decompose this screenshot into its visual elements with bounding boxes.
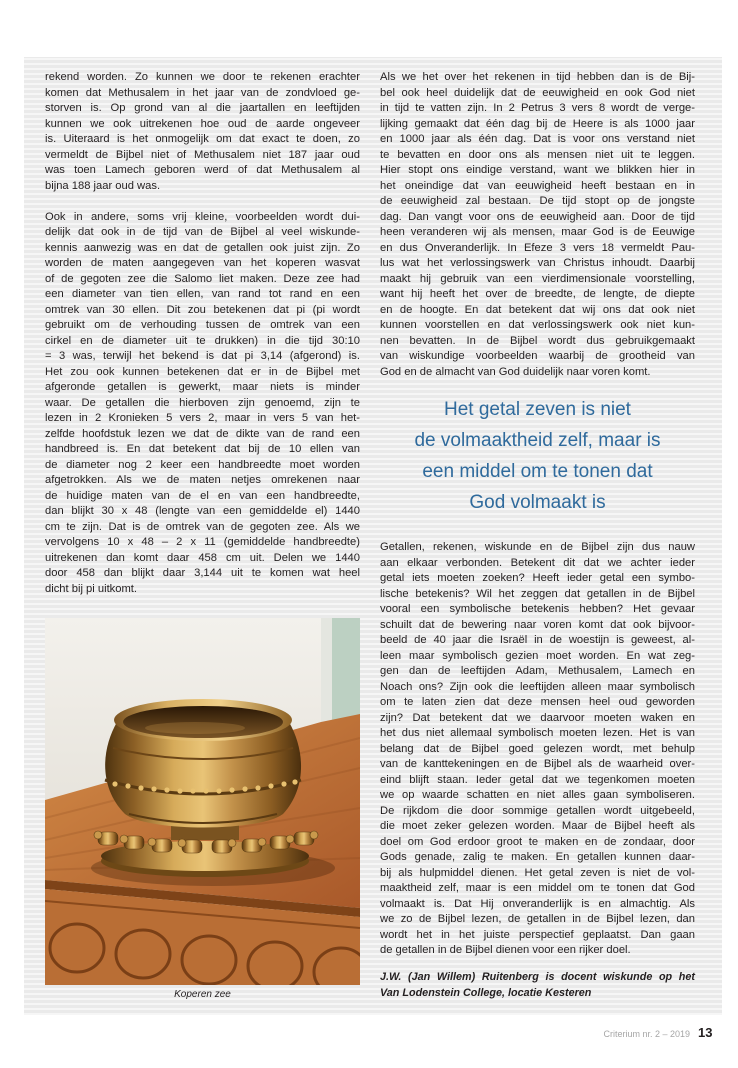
text-line: van de kanttekeningen en de Bijbel als de waarheid over- [380, 758, 695, 770]
text-line: Als we het over het rekenen in tijd hebben dan is de Bij- [380, 71, 695, 83]
text-line: waar. De getallen die hierboven zijn genoemd, zijn te [45, 396, 360, 409]
text-line: de getallen in de Bijbel dienen voor een rijker doel. [380, 944, 631, 956]
text-line: afgetrokken. Als we de maten netjes omrekenen naar [45, 474, 360, 486]
text-line: kunnen we ook uitrekenen hoe oud de aarde ongeveer [45, 117, 360, 130]
text-line: dicht bij pi uitkomt. [45, 582, 138, 595]
footer-publication: Criterium nr. 2 – 2019 [603, 1029, 690, 1039]
text-line: we op waarde schatten en niet alles gaan symboliseren. [380, 789, 695, 801]
text-line: of de gegoten zee die Salomo liet maken. Deze zee had [45, 272, 360, 285]
text-line: wordt het in het juiste perspectief geplaatst. Dan gaan [380, 928, 695, 941]
text-line: maaktheid zelf, maar is een middel om te tonen dat God [380, 882, 695, 894]
text-line: rekend worden. Zo kunnen we door te rekenen erachter [45, 71, 360, 83]
text-line: gebruikt om de verhouding tussen de omtrek van een [45, 319, 360, 331]
text-line: uitrekenen dan komt daar 458 cm uit. Delen we 1440 [45, 551, 360, 564]
text-line: J.W. (Jan Willem) Ruitenberg is docent wiskunde op het [380, 971, 695, 983]
text-line: De rijkdom die door sommige getallen wordt uitgebeeld, [380, 804, 695, 817]
paragraph-koperen-zee [45, 210, 360, 598]
text-line: gen dan de leeftijden Adam, Methusalem, Lamech en [380, 665, 695, 677]
paragraph-methusalem [45, 70, 360, 194]
text-line: het oneindige dat van eeuwigheid heeft bestaan en in [380, 179, 695, 192]
text-line: lische betekenis? Wil het zeggen dat getallen in de Bijbel [380, 587, 695, 600]
text-line: afgeronde getallen is gewerkt, maar niets is minder [45, 381, 360, 393]
text-line: zijn? Dat betekent dat we daarvoor moeten waken en [380, 711, 695, 724]
text-line: storven is. Op grond van al die jaartallen en leeftijden [45, 102, 360, 114]
text-line: Gods genade, zalig te maken. En getallen kunnen daar- [380, 851, 695, 863]
text-line: om te laten zien dat deze mensen heel oud geworden [380, 696, 695, 708]
text-line: leen maar symbolisch gezien moet worden. En wat zeg- [380, 649, 695, 662]
text-line: nen bevatten. In de Bijbel wordt dus gebruikgemaakt [380, 334, 695, 347]
author-note [380, 970, 695, 1001]
text-line: beeld de 40 jaar die Israël in de woestijn is geweest, al- [380, 634, 695, 646]
text-line: te bevatten en door ons als mensen niet uit te leggen. [380, 148, 695, 161]
text-line: bij als hulpmiddel dienen. Het getal zeven is niet de vol- [380, 866, 695, 879]
text-line: in tijd te vatten zijn. In 2 Petrus 3 vers 8 wordt de verge- [380, 102, 695, 114]
text-line: kennis aanwezig was en dat de getallen ook juist zijn. Zo [45, 241, 360, 254]
text-line: delijk dat ook in de tijd van de Bijbel al veel wiskunde- [45, 226, 360, 238]
text-line: Noach ons? Zijn ook die leeftijden alleen maar symbolisch [380, 680, 695, 693]
text-line: maakt hij gebruik van een vierdimensionale voorstelling, [380, 272, 695, 285]
text-line: vervolgens 10 x 48 – 2 x 11 (gemiddelde handbreedte) [45, 536, 360, 548]
text-line: van wiskundige voorbeelden waarbij de grootheid van [380, 350, 695, 362]
text-line: het dus niet allemaal symbolisch moeten lezen. Het is van [380, 727, 695, 739]
text-line: door 458 dan blijkt daar 3,144 uit te komen wat heel [45, 567, 360, 579]
text-line: die moet zeker gelezen worden. Maar de Bijbel heeft als [380, 820, 695, 832]
text-line: we zo de Bijbel lezen, de getallen in de Bijbel lezen, dan [380, 913, 695, 925]
text-line: worden de maten aangegeven van het koperen wasvat [45, 257, 360, 269]
text-line: dan blijkt 30 x 48 (lengte van een gemiddelde el) 1440 [45, 505, 360, 517]
photo-koperen-zee [45, 618, 360, 985]
paragraph-getallen [380, 540, 695, 959]
text-line: = 3 was, terwijl het bekend is dat pi 3,14 (afgerond) is. [45, 350, 360, 362]
text-line: de huidige maten van de el en van een handbreedte, [45, 489, 360, 502]
text-line: God volmaakt is [469, 492, 606, 513]
text-line: en 1000 jaar als één dag. Dat is voor ons verstand niet [380, 133, 695, 145]
text-line: Hier stopt ons eindige verstand, want we blikken hier in [380, 164, 695, 176]
text-line: een middel om te tonen dat [422, 461, 653, 482]
text-line: een diameter van tien ellen, van rand tot rand en een [45, 288, 360, 300]
text-line: belang dat de Bijbel goed gelezen wordt, met behulp [380, 742, 695, 755]
text-line: vermeldt de Bijbel niet of Methusalem niet 187 jaar oud [45, 148, 360, 161]
paragraph-eeuwigheid [380, 70, 695, 380]
text-line: en dus Onveranderlijk. In Efeze 3 vers 18 vermeldt Pau- [380, 241, 695, 254]
page-number: 13 [698, 1025, 713, 1040]
paragraph-gap [45, 194, 360, 210]
left-column [45, 70, 360, 597]
text-line: cirkel en de diameter uit te drukken) in die tijd 30:10 [45, 334, 360, 347]
pull-quote [380, 394, 695, 518]
text-line: bel ook heel duidelijk dat de eeuwigheid en ook God niet [380, 86, 695, 99]
text-line: bijna 188 jaar oud was. [45, 179, 161, 192]
text-line: lezen in 2 Kronieken 5 vers 2, maar in vers 5 van het- [45, 412, 360, 424]
text-line: en de hoogte. En dat betekent dat wij ons dat ook niet [380, 303, 695, 316]
text-line: is. Uiteraard is het onmogelijk om dat exact te doen, zo [45, 133, 360, 145]
text-line: dag. Dan vangt voor ons de eeuwigheid aan. Door de tijd [380, 210, 695, 223]
text-line: want hij heeft het over de breedte, de lengte, de diepte [380, 288, 695, 300]
text-line: lus wat het verlossingswerk van Christus inhoudt. Daarbij [380, 257, 695, 269]
text-line: de diameter nog 2 keer een handbreedte moet worden [45, 458, 360, 471]
text-line: vooral een symbolische betekenis hebben? Het gevaar [380, 603, 695, 615]
text-line: aan elkaar verbonden. Betekent dit dat we achter ieder [380, 556, 695, 569]
text-line: handbreed is. En dat betekent dat bij de 10 ellen van [45, 443, 360, 455]
text-line: kunnen voorstellen en dat verlossingswerk ook niet kun- [380, 319, 695, 331]
text-line: omtrek van 30 ellen. Dit zou betekenen dat pi (pi wordt [45, 303, 360, 316]
text-line: zelfde hoofdstuk lezen we dat de dikte van de rand een [45, 427, 360, 440]
right-column-body [380, 540, 695, 959]
text-line: doel om God erdoor groot te maken en de zondaar, door [380, 835, 695, 848]
text-line: de volmaaktheid zelf, maar is [414, 430, 661, 451]
figure-caption: Koperen zee [174, 989, 231, 1000]
text-line: was toen Lamech geboren werd of dat Methusalem al [45, 164, 360, 176]
text-line: Van Lodenstein College, locatie Kesteren [380, 986, 592, 999]
text-line: cm te zijn. Dat is de omtrek van de gegoten zee. Als we [45, 520, 360, 533]
text-line: getal iets moeten zoeken? Heeft ieder getal een symbo- [380, 572, 695, 584]
text-line: volmaakt is. Dat Hij onveranderlijk is en almachtig. Als [380, 897, 695, 910]
text-line: Het zou ook kunnen betekenen dat er in de Bijbel met [45, 365, 360, 378]
brass-bowl [105, 699, 301, 828]
text-line: God en de almacht van God duidelijk naar voren komt. [380, 365, 651, 378]
text-line: Ook in andere, soms vrij kleine, voorbeelden wordt dui- [45, 210, 360, 223]
text-line: komen dat Methusalem in het jaar van de zondvloed ge- [45, 86, 360, 99]
text-line: lijking gemaakt dat één dag bij de Heere is als 1000 jaar [380, 117, 695, 130]
text-line: Het getal zeven is niet [444, 399, 631, 420]
text-line: Getallen, rekenen, wiskunde en de Bijbel zijn dus nauw [380, 541, 695, 553]
text-line: schuilt dat de bewering naar voren komt dat ook bijvoor- [380, 618, 695, 631]
text-line: de eeuwigheid zal bestaan. De tijd stopt op de jongste [380, 195, 695, 207]
text-line: heen veranderen wij als mensen, maar God is de Eeuwige [380, 226, 695, 238]
text-line: eind blijft staan. Ieder getal dat we tegenkomen moeten [380, 773, 695, 786]
right-column-intro [380, 70, 695, 380]
